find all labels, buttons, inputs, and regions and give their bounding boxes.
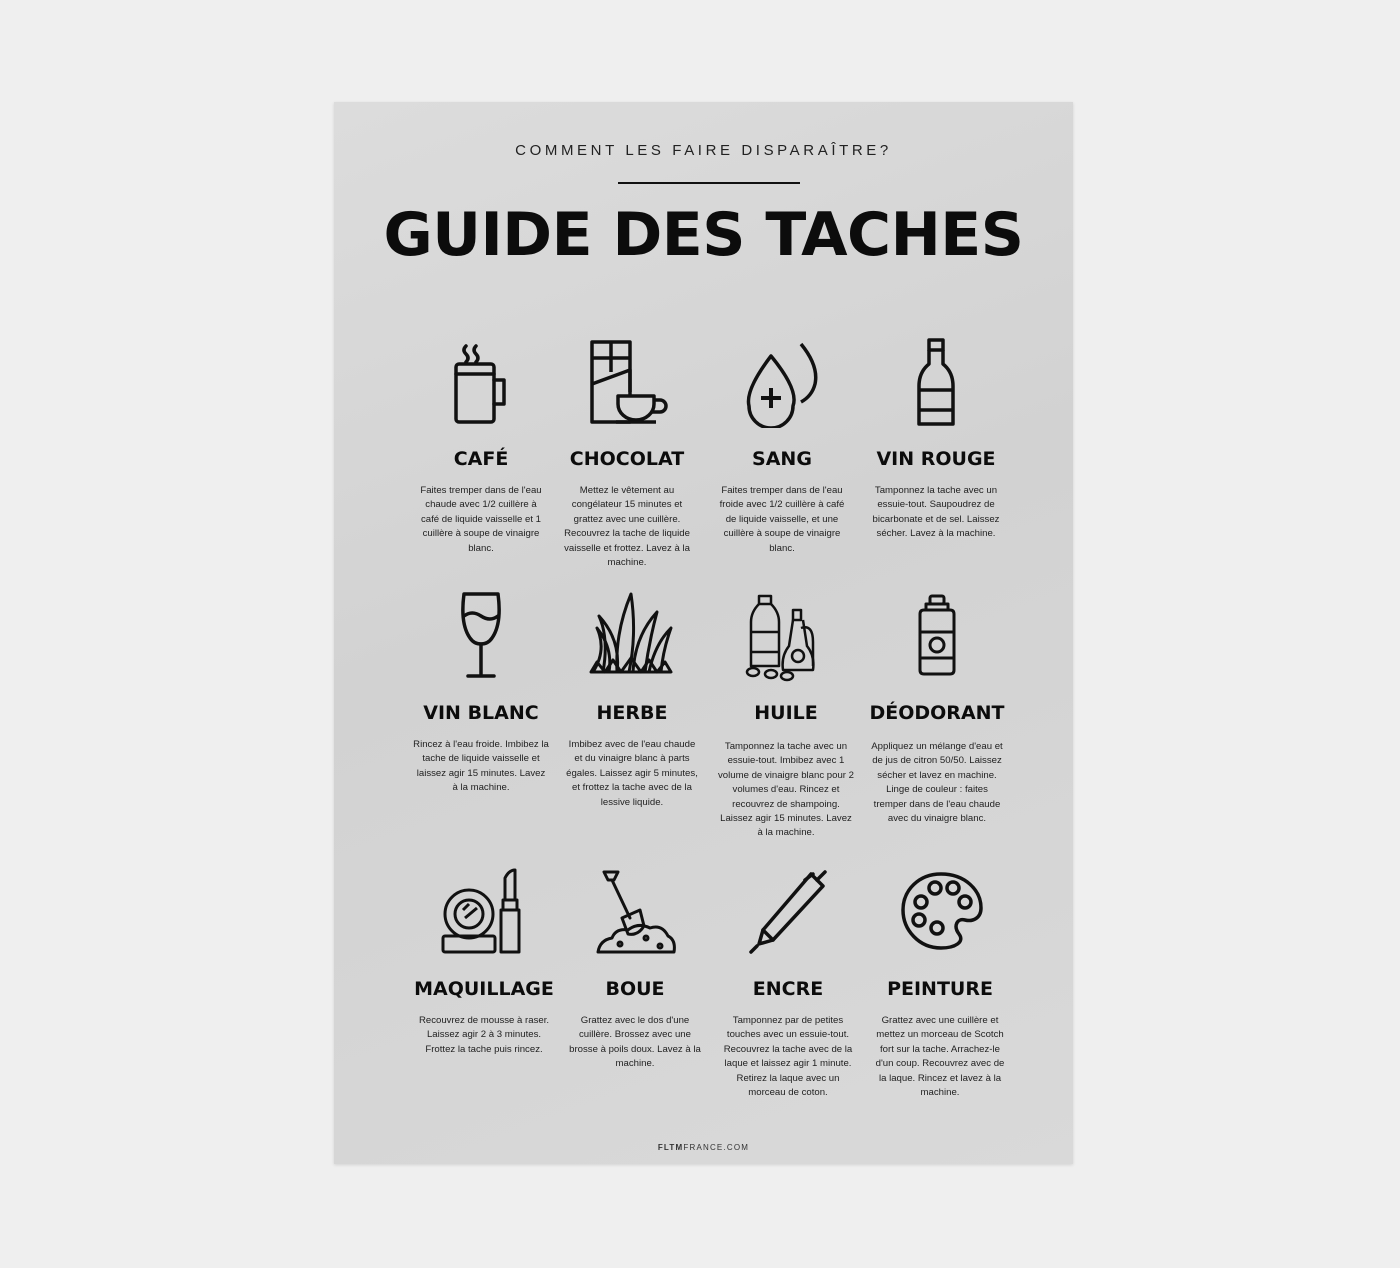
stain-item-herbe bbox=[556, 592, 708, 810]
stain-item-boue bbox=[559, 868, 711, 1072]
footer-brand: FLTM bbox=[657, 1143, 684, 1152]
stain-title: ENCRE bbox=[752, 978, 824, 1000]
stain-description: Imbibez avec de l'eau chaude et du vinaigre blanc à parts égales. Laissez agir 5 minutes, et frottez la tache avec de la lessive liquide. bbox=[566, 739, 698, 808]
stain-title: PEINTURE bbox=[887, 978, 993, 1000]
stain-description: Tamponnez la tache avec un essuie-tout. Saupoudrez de bicarbonate et de sel. Laissez sécher. Lavez à la machine. bbox=[872, 485, 1000, 540]
shovel-mud-icon bbox=[590, 868, 680, 958]
poster-subtitle: COMMENT LES FAIRE DISPARAÎTRE? bbox=[515, 142, 892, 159]
stain-item-deodorant bbox=[861, 592, 1013, 826]
stain-item-encre bbox=[712, 868, 864, 1100]
stain-description: Tamponnez par de petites touches avec un essuie-tout. Recouvrez la tache avec de la laque et laissez agir 1 minute. Retirez la laque avec un morceau de coton. bbox=[723, 1015, 853, 1099]
stain-title: VIN ROUGE bbox=[876, 448, 996, 470]
poster bbox=[334, 102, 1073, 1164]
stain-item-vin-blanc bbox=[405, 592, 557, 796]
coffee-mug-icon bbox=[436, 338, 526, 428]
stain-title: CHOCOLAT bbox=[569, 448, 685, 470]
chocolate-cup-icon bbox=[582, 338, 672, 428]
stain-description: Recouvrez de mousse à raser. Laissez agir 2 à 3 minutes. Frottez la tache puis rincez. bbox=[418, 1015, 550, 1055]
stain-description: Mettez le vêtement au congélateur 15 minutes et grattez avec une cuillère. Recouvrez la tache de liquide vaisselle et frottez. Lavez à la machine. bbox=[564, 485, 690, 569]
stain-item-sang bbox=[706, 338, 858, 556]
pen-icon bbox=[743, 868, 833, 958]
stain-description: Grattez avec une cuillère et mettez un morceau de Scotch fort sur la tache. Arrachez-le d'un coup. Recouvrez avec de la laque. Rincez et lavez à la machine. bbox=[875, 1015, 1005, 1099]
stain-title: MAQUILLAGE bbox=[414, 978, 554, 1000]
stain-title: SANG bbox=[752, 448, 812, 470]
stain-item-peinture bbox=[864, 868, 1016, 1100]
grass-icon bbox=[587, 592, 677, 682]
stain-title: CAFÉ bbox=[453, 448, 509, 470]
stain-title: VIN BLANC bbox=[423, 702, 539, 724]
wine-glass-icon bbox=[436, 592, 526, 682]
wine-bottle-icon bbox=[891, 338, 981, 428]
stain-title: HUILE bbox=[754, 702, 818, 724]
stain-description: Tamponnez la tache avec un essuie-tout. Imbibez avec 1 volume de vinaigre blanc pour 2 volumes d'eau. Rincez et recouvrez de shampoing. Laissez agir 15 minutes. Lavez à la machine. bbox=[718, 741, 854, 839]
stain-item-chocolat bbox=[551, 338, 703, 570]
stain-description: Appliquez un mélange d'eau et de jus de citron 50/50. Laissez sécher et lavez en machine. Linge de couleur : faites tremper dans de l'eau chaude avec du vinaigre blanc. bbox=[871, 741, 1003, 825]
stain-description: Faites tremper dans de l'eau froide avec 1/2 cuillère à café de liquide vaisselle, et une cuillère à soupe de vinaigre blanc. bbox=[719, 485, 845, 554]
paint-palette-icon bbox=[895, 868, 985, 958]
stain-item-vin-rouge bbox=[860, 338, 1012, 542]
deodorant-icon bbox=[892, 592, 982, 682]
stain-title: DÉODORANT bbox=[869, 702, 1005, 724]
stain-description: Rincez à l'eau froide. Imbibez la tache de liquide vaisselle et laissez agir 15 minutes. Lavez à la machine. bbox=[413, 739, 549, 794]
makeup-icon bbox=[439, 868, 529, 958]
footer-domain: FRANCE.COM bbox=[683, 1143, 750, 1152]
footer-website bbox=[334, 1143, 1073, 1152]
stain-title: BOUE bbox=[605, 978, 665, 1000]
divider bbox=[618, 182, 800, 184]
oil-bottles-icon bbox=[741, 592, 831, 682]
poster-title: GUIDE DES TACHES bbox=[383, 200, 1024, 270]
stain-description: Grattez avec le dos d'une cuillère. Brossez avec une brosse à poils doux. Lavez à la machine. bbox=[569, 1015, 701, 1070]
blood-drop-icon bbox=[737, 338, 827, 428]
stain-item-cafe bbox=[405, 338, 557, 556]
stain-item-huile bbox=[710, 592, 862, 841]
stain-title: HERBE bbox=[596, 702, 668, 724]
stain-item-maquillage bbox=[408, 868, 560, 1057]
stain-description: Faites tremper dans de l'eau chaude avec 1/2 cuillère à café de liquide vaisselle et 1 cuillère à soupe de vinaigre blanc. bbox=[420, 485, 542, 554]
